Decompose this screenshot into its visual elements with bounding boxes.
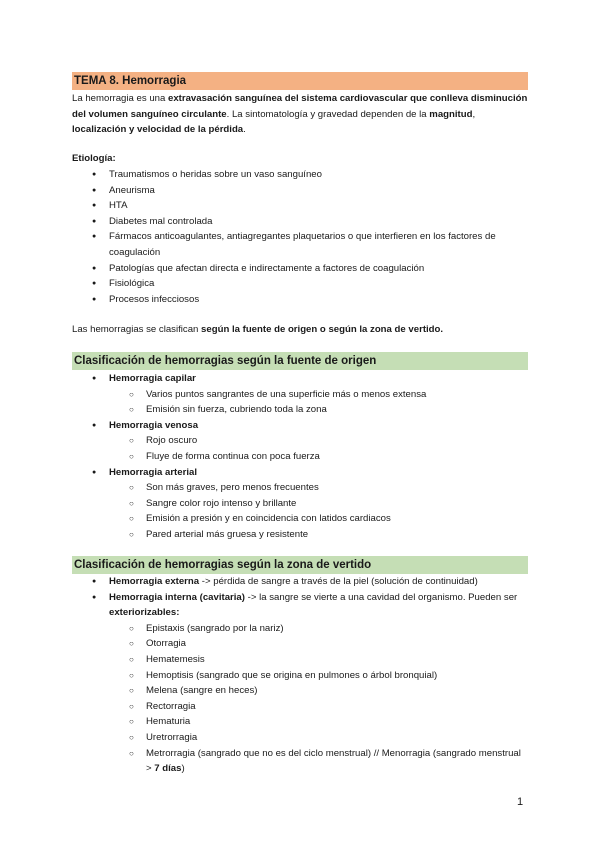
list-item: ● Fármacos anticoagulantes, antiagregantes plaquetarios o que interfieren en los factores de coagulación xyxy=(92,229,528,260)
sub-list-item: ○ Uretrorragia xyxy=(129,730,528,746)
sub-list-item: ○ Otorragia xyxy=(129,636,528,652)
sub-list-item: ○ Hematuria xyxy=(129,714,528,730)
section-heading-vertido: Clasificación de hemorragias según la zona de vertido xyxy=(72,556,528,574)
sub-list-item: ○ Melena (sangre en heces) xyxy=(129,683,528,699)
sub-list-item: ○ Hemoptisis (sangrado que se origina en pulmones o árbol bronquial) xyxy=(129,668,528,684)
vertido-list xyxy=(92,574,528,777)
list-item: ● Hemorragia externa -> pérdida de sangre a través de la piel (solución de continuidad) xyxy=(92,574,528,590)
list-item: ● HTA xyxy=(92,198,528,214)
etiologia-label: Etiología: xyxy=(72,153,116,164)
list-item: ● Fisiológica xyxy=(92,276,528,292)
sub-list-item: ○ Rectorragia xyxy=(129,699,528,715)
sub-list-item: ○ Epistaxis (sangrado por la nariz) xyxy=(129,621,528,637)
clasificacion-paragraph: Las hemorragias se clasifican según la fuente de origen o según la zona de vertido. xyxy=(72,324,444,335)
list-item: ● Hemorragia capilar ○ Varios puntos sangrantes de una superficie más o menos extensa ○ Emisión sin fuerza, cubriendo toda la zona xyxy=(92,371,528,418)
list-item: ● Procesos infecciosos xyxy=(92,292,528,308)
origen-list xyxy=(92,371,528,543)
sub-list-item: ○ Varios puntos sangrantes de una superficie más o menos extensa xyxy=(129,387,528,403)
list-item: ● Patologías que afectan directa e indirectamente a factores de coagulación xyxy=(92,261,528,277)
sub-list-item: ○ Metrorragia (sangrado que no es del ciclo menstrual) // Menorragia (sangrado menstrual > 7 días) xyxy=(129,746,528,777)
sub-list-item: ○ Pared arterial más gruesa y resistente xyxy=(129,527,528,543)
intro-paragraph: La hemorragia es una extravasación sanguínea del sistema cardiovascular que conlleva disminución del volumen sanguíneo circulante. La sintomatología y gravedad dependen de la magnitud, localización y velocidad de la pérdida. xyxy=(72,93,528,136)
list-item: ● Diabetes mal controlada xyxy=(92,214,528,230)
page-title: TEMA 8. Hemorragia xyxy=(72,72,528,90)
list-item: ● Hemorragia arterial ○ Son más graves, pero menos frecuentes ○ Sangre color rojo intenso y brillante ○ Emisión a presión y en coincidencia con latidos cardiacos ○ Pared arterial más gruesa y resistente xyxy=(92,465,528,543)
sub-list-item: ○ Son más graves, pero menos frecuentes xyxy=(129,480,528,496)
list-item: ● Hemorragia interna (cavitaria) -> la sangre se vierte a una cavidad del organismo. Pueden ser exteriorizables: ○ Epistaxis (sangrado por la nariz) ○ Otorragia ○ Hematemesis ○ Hemoptisis (sangrado que se origina en pulmones o árbol bronquial) ○ Melena (sangre en heces) ○ Rectorragia ○ Hematuria ○ Uretrorragia ○ Metrorragia (sangrado que no es del ciclo menstrual) // Menorragia (sangrado menstrual > 7 días) xyxy=(92,590,528,777)
sub-list-item: ○ Fluye de forma continua con poca fuerza xyxy=(129,449,528,465)
list-item: ● Hemorragia venosa ○ Rojo oscuro ○ Fluye de forma continua con poca fuerza xyxy=(92,418,528,465)
sub-list-item: ○ Hematemesis xyxy=(129,652,528,668)
sub-list-item: ○ Rojo oscuro xyxy=(129,433,528,449)
etiologia-list xyxy=(92,167,528,307)
sub-list-item: ○ Emisión a presión y en coincidencia con latidos cardiacos xyxy=(129,511,528,527)
sub-list-item: ○ Emisión sin fuerza, cubriendo toda la zona xyxy=(129,402,528,418)
sub-list-item: ○ Sangre color rojo intenso y brillante xyxy=(129,496,528,512)
list-item: ● Aneurisma xyxy=(92,183,528,199)
list-item: ● Traumatismos o heridas sobre un vaso sanguíneo xyxy=(92,167,528,183)
section-heading-origen: Clasificación de hemorragias según la fuente de origen xyxy=(72,352,528,370)
page-number: 1 xyxy=(517,796,524,808)
